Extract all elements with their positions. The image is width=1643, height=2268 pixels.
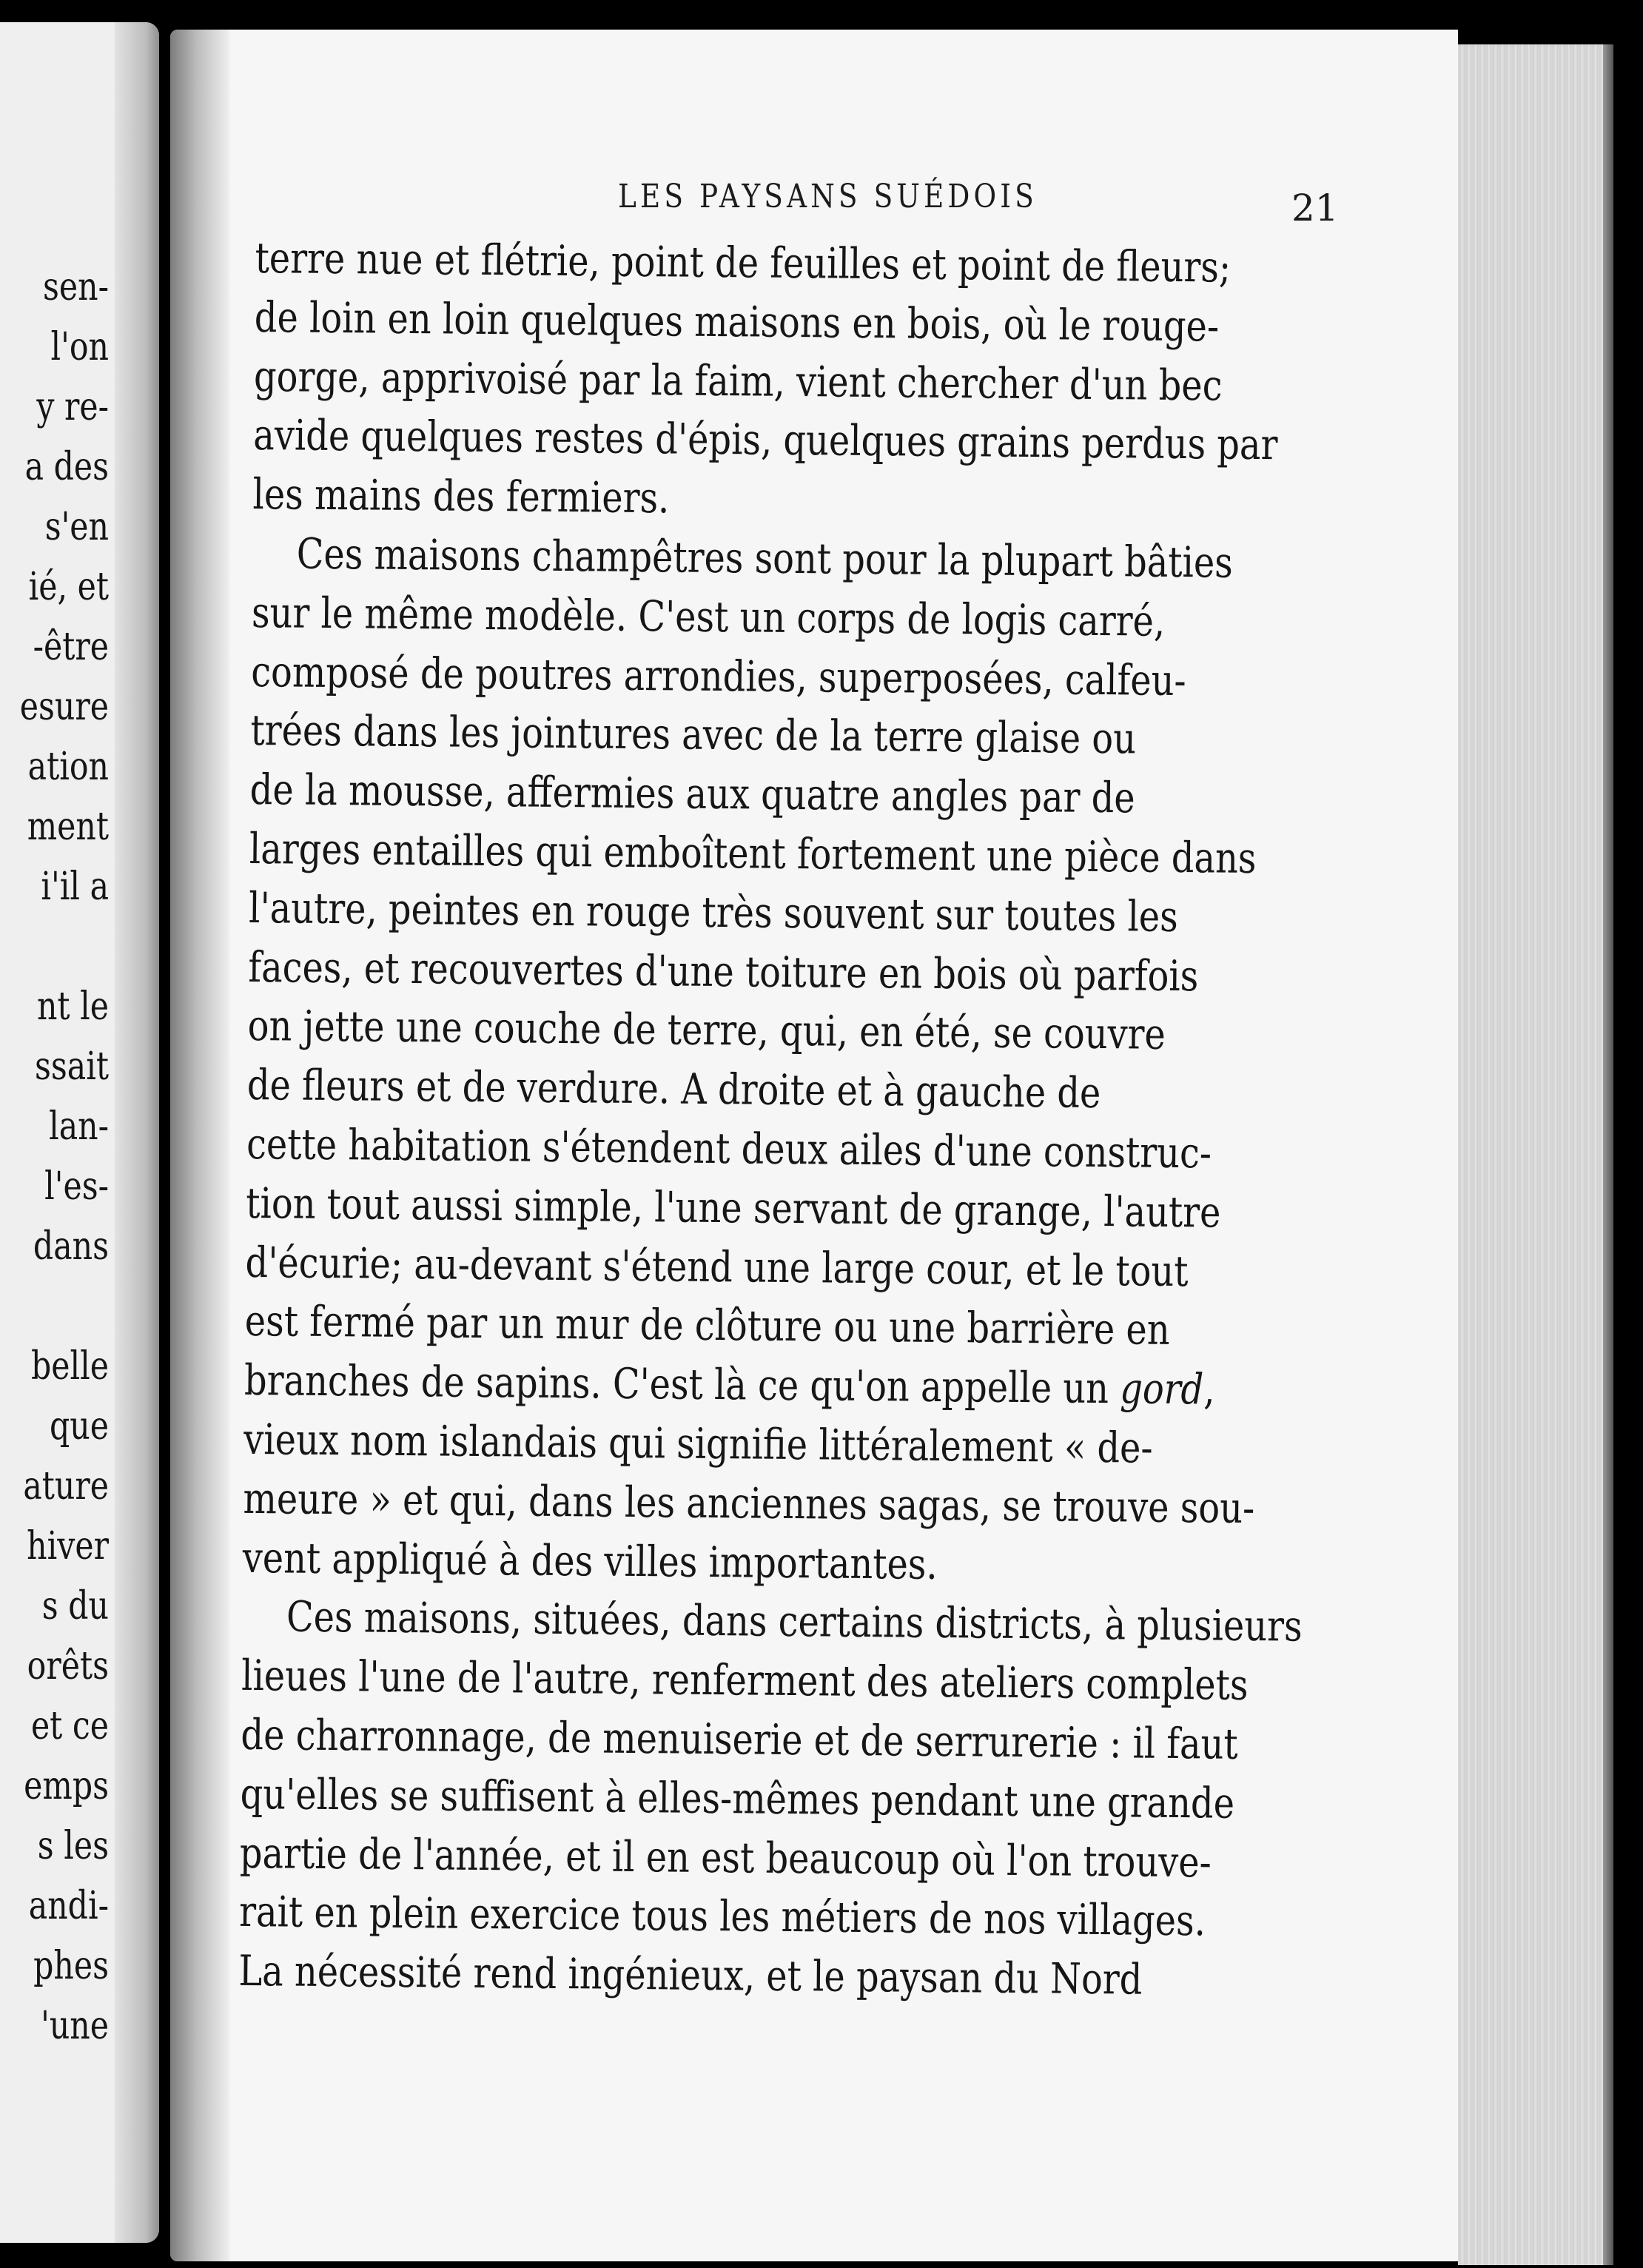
- text-line: [249, 820, 1308, 890]
- previous-page-line: orêts: [27, 1644, 109, 1688]
- previous-page-line: et ce: [30, 1704, 109, 1748]
- text-line: [247, 1056, 1306, 1126]
- text-line: [240, 1765, 1299, 1835]
- text-line-content: meure » et qui, dans les anciennes sagas, se trouve sou-: [243, 1474, 1255, 1533]
- previous-page-line: que: [49, 1404, 109, 1449]
- previous-page-line: ation: [27, 745, 109, 789]
- page-number: 21: [1291, 187, 1339, 229]
- left-gutter-shadow: [115, 22, 159, 2243]
- text-line: [253, 406, 1312, 476]
- previous-page-line: lan-: [49, 1104, 109, 1149]
- previous-page-line: emps: [24, 1764, 109, 1808]
- text-line: [240, 1824, 1299, 1893]
- previous-page-line: s du: [41, 1584, 109, 1628]
- text-line: [254, 348, 1313, 417]
- text-line: [242, 1529, 1301, 1598]
- text-line: [244, 1352, 1303, 1421]
- text-line-content: d'écurie; au-devant s'étend une large cour, et le tout: [245, 1238, 1189, 1296]
- running-head: LES PAYSANS SUÉDOIS: [618, 178, 1038, 215]
- text-line-content: de loin en loin quelques maisons en bois, où le rouge-: [254, 292, 1220, 352]
- text-line-content: les mains des fermiers.: [252, 470, 670, 523]
- previous-page-line: belle: [30, 1344, 109, 1389]
- text-line: [249, 761, 1308, 831]
- text-line-content: trées dans les jointures avec de la terre glaise ou: [250, 706, 1137, 764]
- previous-page-line: ssait: [35, 1044, 109, 1089]
- previous-page-line: -être: [33, 625, 109, 669]
- text-line-content: cette habitation s'étendent deux ailes d'une construc-: [246, 1119, 1212, 1178]
- text-line-content: Ces maisons, situées, dans certains districts, à plusieurs: [286, 1592, 1303, 1651]
- previous-page-line: l'on: [50, 325, 109, 369]
- previous-page-line: [0, 917, 109, 977]
- text-line-content: l'autre, peintes en rouge très souvent sur toutes les: [248, 883, 1179, 942]
- text-line-content: de fleurs et de verdure. A droite et à gauche de: [246, 1061, 1101, 1118]
- text-line-content: sur le même modèle. C'est un corps de logis carré,: [251, 588, 1166, 646]
- text-line-content: vent appliqué à des villes importantes.: [242, 1533, 938, 1589]
- text-line: [255, 229, 1314, 299]
- previous-page-line: nt le: [36, 984, 109, 1029]
- text-line: [246, 1115, 1306, 1185]
- text-line: [245, 1233, 1304, 1303]
- previous-page-line: sen-: [43, 265, 109, 309]
- text-line: [248, 939, 1307, 1008]
- previous-page-line: s'en: [44, 505, 109, 549]
- previous-page-line: andi-: [28, 1884, 109, 1928]
- text-line-content: larges entailles qui emboîtent fortement une pièce dans: [249, 824, 1257, 883]
- text-line: [243, 1470, 1302, 1540]
- text-line-content: faces, et recouvertes d'une toiture en bois où parfois: [248, 942, 1199, 1001]
- text-line: [244, 1292, 1303, 1362]
- text-line-content: Ces maisons champêtres sont pour la plupart bâties: [296, 529, 1234, 588]
- text-line: [254, 289, 1313, 358]
- text-line: [242, 1588, 1301, 1657]
- text-line-content: lieues l'une de l'autre, renferment des ateliers complets: [241, 1651, 1249, 1711]
- text-line-content: est fermé par un mur de clôture ou une barrière en: [244, 1297, 1170, 1355]
- previous-page-line: 'une: [41, 2004, 109, 2048]
- body-text: [238, 229, 1314, 2012]
- previous-page: [0, 22, 159, 2243]
- text-line: [246, 1175, 1305, 1244]
- text-line-content: avide quelques restes d'épis, quelques grains perdus par: [253, 411, 1278, 470]
- text-line-content: de la mousse, affermies aux quatre angles par de: [249, 765, 1135, 823]
- previous-page-line: s les: [37, 1824, 109, 1868]
- text-line: [252, 466, 1311, 535]
- text-line-content: partie de l'année, et il en est beaucoup où l'on trouve-: [239, 1828, 1212, 1888]
- previous-page-line: y re-: [36, 385, 109, 429]
- text-line: [250, 702, 1309, 771]
- text-line-content: gorge, apprivoisé par la faim, vient chercher d'un bec: [253, 352, 1223, 411]
- text-line: [241, 1706, 1300, 1776]
- previous-page-line: [0, 1277, 109, 1337]
- inner-gutter-shadow: [170, 30, 229, 2261]
- text-line: [238, 1942, 1297, 2012]
- text-line-content: on jette une couche de terre, qui, en été, se couvre: [247, 1002, 1166, 1060]
- text-line-content: vieux nom islandais qui signifie littéralement « de-: [243, 1415, 1153, 1473]
- previous-page-line: dans: [33, 1224, 109, 1269]
- previous-page-line: ié, et: [28, 565, 109, 609]
- text-line: [243, 1411, 1303, 1480]
- previous-page-line: ment: [27, 805, 109, 849]
- text-line-content: rait en plein exercice tous les métiers de nos villages.: [238, 1888, 1206, 1946]
- previous-page-line: l'es-: [44, 1164, 109, 1209]
- text-line: [247, 997, 1306, 1067]
- previous-page-line: ature: [23, 1464, 109, 1509]
- italic-term: gord: [1119, 1364, 1204, 1415]
- text-line: [251, 643, 1310, 713]
- previous-page-text: [0, 258, 109, 2056]
- text-line-content: La nécessité rend ingénieux, et le paysan du Nord: [238, 1947, 1143, 2004]
- text-line-content: terre nue et flétrie, point de feuilles et point de fleurs;: [255, 233, 1232, 292]
- text-line: [239, 1883, 1298, 1953]
- previous-page-line: i'il a: [41, 865, 109, 909]
- text-line-content: qu'elles se suffisent à elles-mêmes pendant une grande: [240, 1769, 1235, 1828]
- text-line-content: branches de sapins. C'est là ce qu'on appelle un gord,: [243, 1356, 1215, 1415]
- text-line: [252, 584, 1311, 654]
- text-line: [252, 525, 1311, 594]
- text-line-content: composé de poutres arrondies, superposées, calfeu-: [250, 647, 1187, 705]
- previous-page-line: esure: [19, 685, 109, 729]
- previous-page-line: hiver: [27, 1524, 109, 1569]
- page-edges: [1458, 44, 1613, 2265]
- previous-page-line: a des: [24, 445, 109, 489]
- text-line: [241, 1647, 1300, 1717]
- text-line-content: de charronnage, de menuiserie et de serrurerie : il faut: [241, 1710, 1239, 1769]
- text-line: [249, 879, 1308, 949]
- previous-page-line: phes: [33, 1944, 109, 1988]
- text-line-content: tion tout aussi simple, l'une servant de grange, l'autre: [246, 1178, 1221, 1238]
